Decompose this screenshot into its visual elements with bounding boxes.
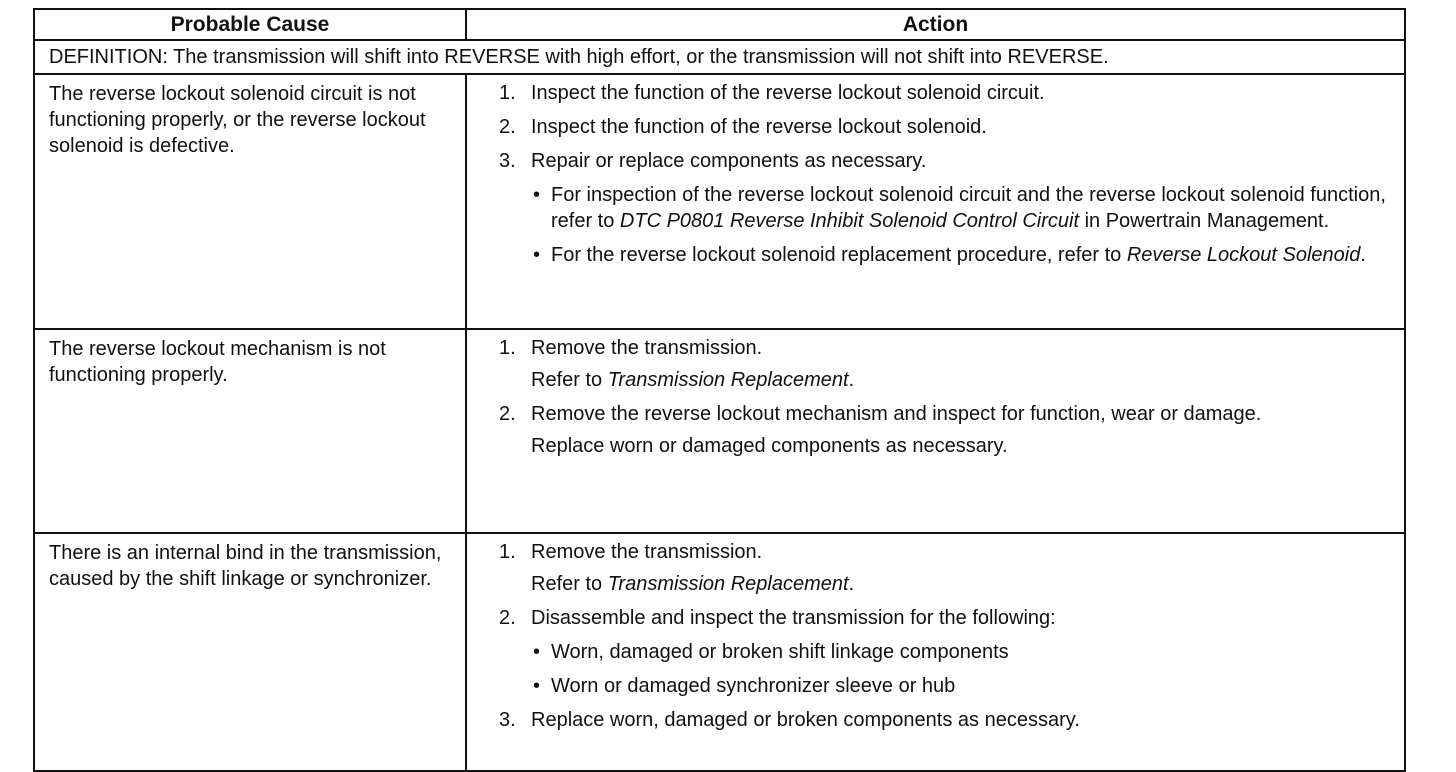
action-step: [499, 114, 1394, 140]
step-text: Inspect the function of the reverse lockout solenoid circuit.: [531, 82, 1045, 104]
bullet-text: in Powertrain Management.: [1079, 210, 1330, 232]
action-step: [499, 335, 1394, 361]
header-probable-cause: Probable Cause: [34, 9, 466, 40]
bullet-text: Worn or damaged synchronizer sleeve or hub: [551, 675, 956, 697]
action-step: [499, 605, 1394, 631]
step-number: 3.: [499, 150, 516, 172]
step-number: 2.: [499, 403, 516, 425]
probable-cause-cell: The reverse lockout mechanism is not functioning properly.: [34, 329, 466, 533]
diagnostic-table: [33, 8, 1406, 772]
action-step: [499, 80, 1394, 106]
step-number: 3.: [499, 709, 516, 731]
step-number: 2.: [499, 607, 516, 629]
action-step: [499, 539, 1394, 565]
step-subtext: Refer to Transmission Replacement.: [531, 573, 855, 595]
reference-link[interactable]: DTC P0801 Reverse Inhibit Solenoid Control Circuit: [619, 210, 1080, 232]
action-step: [499, 401, 1394, 427]
action-step: [499, 707, 1394, 733]
step-text: Remove the reverse lockout mechanism and inspect for function, wear or damage.: [531, 403, 1262, 425]
bullet-text: For the reverse lockout solenoid replacement procedure, refer to: [551, 244, 1127, 266]
step-text: Remove the transmission.: [531, 541, 763, 563]
action-cell: [466, 329, 1405, 533]
bullet-dot-icon: •: [533, 244, 541, 266]
action-cell: [466, 74, 1405, 329]
bullet-dot-icon: •: [533, 675, 541, 697]
header-row: [34, 9, 1405, 40]
probable-cause-cell: There is an internal bind in the transmission, caused by the shift linkage or synchronizer.: [34, 533, 466, 771]
bullet-item: [533, 639, 1394, 665]
step-text: Repair or replace components as necessary.: [531, 150, 927, 172]
definition-row: [34, 40, 1405, 74]
step-number: 1.: [499, 541, 516, 563]
step-subtext: Replace worn or damaged components as necessary.: [531, 435, 1008, 457]
action-cell: [466, 533, 1405, 771]
bullet-text: For inspection of the reverse lockout solenoid circuit and the reverse lockout solenoid function, refer to: [551, 184, 1386, 232]
step-text: Remove the transmission.: [531, 337, 763, 359]
step-number: 2.: [499, 116, 516, 138]
header-action: Action: [466, 9, 1405, 40]
bullet-item: [533, 673, 1394, 699]
table-row: [34, 74, 1405, 329]
bullet-text: .: [1360, 244, 1366, 266]
probable-cause-cell: The reverse lockout solenoid circuit is not functioning properly, or the reverse lockout solenoid is defective.: [34, 74, 466, 329]
action-step: [499, 148, 1394, 174]
table-row: [34, 533, 1405, 771]
reference-link[interactable]: Reverse Lockout Solenoid: [1126, 244, 1361, 266]
table-row: [34, 329, 1405, 533]
step-number: 1.: [499, 82, 516, 104]
step-text: Replace worn, damaged or broken components as necessary.: [531, 709, 1080, 731]
step-text: Inspect the function of the reverse lockout solenoid.: [531, 116, 987, 138]
step-subtext: Refer to Transmission Replacement.: [531, 369, 855, 391]
bullet-text: Worn, damaged or broken shift linkage components: [551, 641, 1009, 663]
bullet-item: [533, 182, 1394, 234]
bullet-dot-icon: •: [533, 641, 541, 663]
step-text: Disassemble and inspect the transmission for the following:: [531, 607, 1056, 629]
bullet-item: [533, 242, 1394, 268]
definition-text: DEFINITION: The transmission will shift into REVERSE with high effort, or the transmission will not shift into REVERSE.: [34, 40, 1405, 74]
reference-link[interactable]: Transmission Replacement: [607, 369, 849, 391]
step-number: 1.: [499, 337, 516, 359]
reference-link[interactable]: Transmission Replacement: [607, 573, 849, 595]
bullet-dot-icon: •: [533, 184, 541, 206]
